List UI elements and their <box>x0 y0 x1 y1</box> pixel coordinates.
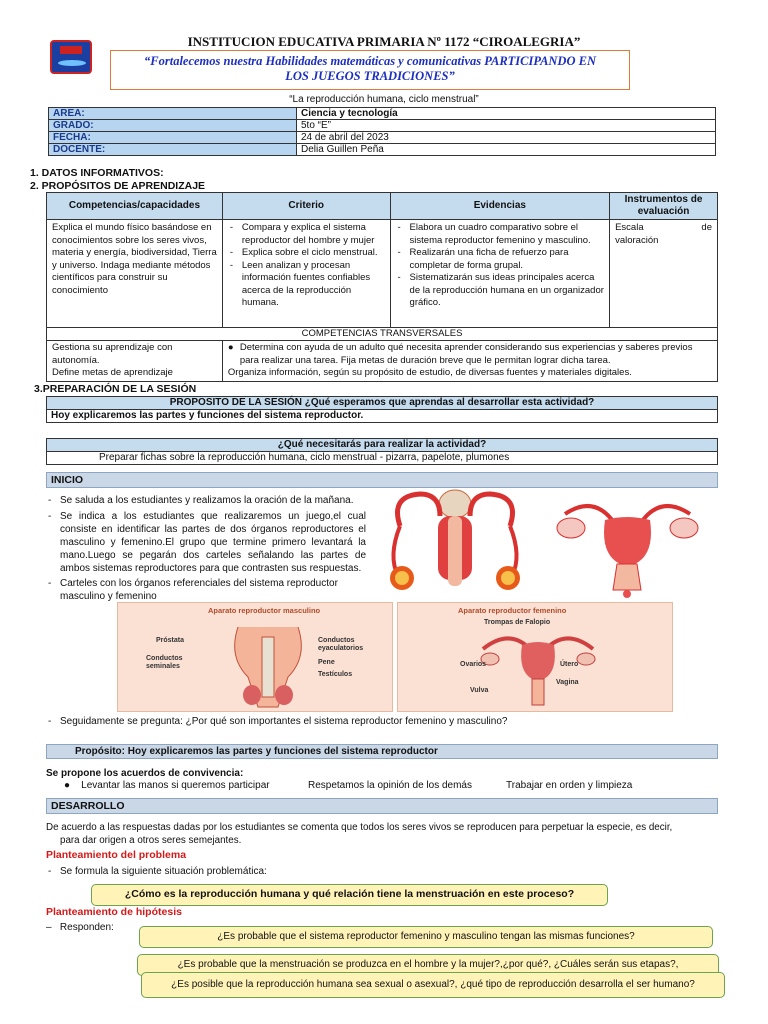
competencia-cell: Explica el mundo físico basándose en conocimientos sobre los seres vivos, materia y energía, biodiversidad, Tierra y universo. Indaga mediante métodos científicos para construir su conocimiento <box>47 220 223 328</box>
transversal-right-2: Organiza información, según su propósito de estudio, de diversas fuentes y materiales digitales. <box>227 367 632 378</box>
problema-title: Planteamiento del problema <box>46 849 187 861</box>
proposito-table <box>46 396 718 423</box>
female-diagram-title: Aparato reproductor femenino <box>458 606 567 615</box>
criterio-item: - Leen analizan y procesan información fuentes confiables acerca de la reproducción humana. <box>228 260 385 310</box>
transversal-left-2: Define metas de aprendizaje <box>52 367 173 378</box>
inicio-question-list <box>46 716 718 727</box>
male-label-conductos-eyaculatorios: Conductos eyaculatorios <box>318 637 364 652</box>
proposito-answer: Hoy explicaremos las partes y funciones del sistema reproductor. <box>47 410 718 423</box>
male-label-conductos-seminales: Conductos seminales <box>146 655 183 670</box>
female-organ-illustration <box>545 494 710 598</box>
info-value: Delia Guillen Peña <box>297 144 716 156</box>
info-label: DOCENTE: <box>49 144 297 156</box>
info-value: Ciencia y tecnología <box>297 108 716 120</box>
hipotesis-box-2: ¿Es probable que la menstruación se produzca en el hombre y la mujer?,¿por qué?, ¿Cuáles serán sus etapas?, <box>137 954 719 976</box>
info-value: 24 de abril del 2023 <box>297 132 716 144</box>
inicio-item: - Se saluda a los estudiantes y realizamos la oración de la mañana. <box>46 494 706 507</box>
transversal-title: COMPETENCIAS TRANSVERSALES <box>47 328 718 341</box>
criterio-item: - Compara y explica el sistema reproductor del hombre y mujer <box>228 222 385 247</box>
male-diagram-panel <box>117 602 393 712</box>
instrumento-text: de <box>701 222 712 233</box>
evidencia-item: - Realizarán una ficha de refuerzo para completar de forma grupal. <box>396 247 605 272</box>
info-label: GRADO: <box>49 120 297 132</box>
male-label-testiculos: Testículos <box>318 671 353 678</box>
female-label-utero: Útero <box>560 661 579 668</box>
col-header: Criterio <box>222 193 390 220</box>
acuerdos-title: Se propone los acuerdos de convivencia: <box>46 768 244 779</box>
male-diagram-title: Aparato reproductor masculino <box>208 606 321 615</box>
inicio-item: - Carteles con los órganos referenciales del sistema reproductor masculino y femenino <box>46 577 366 603</box>
acuerdo-2: Respetamos la opinión de los demás <box>308 780 472 791</box>
female-label-vagina: Vagina <box>556 679 579 686</box>
hipotesis-box-1: ¿Es probable que el sistema reproductor femenino y masculino tengan las mismas funciones? <box>139 926 713 948</box>
proposito-bar: Propósito: Hoy explicaremos las partes y funciones del sistema reproductor <box>46 744 718 759</box>
col-header: Evidencias <box>390 193 610 220</box>
info-value: 5to “E” <box>297 120 716 132</box>
transversal-right-cell: ● Determina con ayuda de un adulto qué necesita aprender considerando sus experiencias y saberes previos para realizar una tarea. Fija metas de duración breve que le permitan lograr dicha tarea. Organiza información, según su propósito de estudio, de diversas fuentes y materiales digitales. <box>222 341 717 382</box>
male-label-pene: Pene <box>318 659 335 666</box>
motto-line-2: LOS JUEGOS TRADICIONES” <box>285 69 455 83</box>
responden-label: – Responden: <box>46 922 114 933</box>
female-label-trompas: Trompas de Falopio <box>484 619 551 626</box>
inicio-list <box>46 494 366 603</box>
instrumento-cell <box>610 220 718 328</box>
purposes-table <box>46 192 718 382</box>
male-diagram-drawing <box>228 617 308 709</box>
inicio-question: - Seguidamente se pregunta: ¿Por qué son importantes el sistema reproductor femenino y masculino? <box>46 716 718 727</box>
transversal-right-1: Determina con ayuda de un adulto qué necesita aprender considerando sus experiencias y saberes previos para realizar una tarea. Fija metas de duración breve que le permitan lograr dicha tarea. <box>239 342 693 366</box>
criterio-cell <box>222 220 390 328</box>
instrumento-text: Escala <box>615 222 644 233</box>
desarrollo-text-1: De acuerdo a las respuestas dadas por los estudiantes se comenta que todos los seres vivos se reproducen para perpetuar la especie, es decir, <box>46 822 673 833</box>
need-answer: Preparar fichas sobre la reproducción humana, ciclo menstrual - pizarra, papelote, plumones <box>47 452 718 465</box>
hipotesis-box-3: ¿Es posible que la reproducción humana sea sexual o asexual?, ¿qué tipo de reproducción desarrolla el ser humano? <box>141 972 725 998</box>
inicio-item: - Se indica a los estudiantes que realizaremos un juego,el cual consiste en identificar las partes de dos órganos reproductores el masculino y femenino.El grupo que termine primero levantará la mano.Luego se pegarán dos carteles señalando las partes de ambos sistemas reproductores para que contrasten sus respuestas. <box>46 510 366 575</box>
bullet-icon: ● <box>64 780 82 791</box>
transversal-left-cell <box>47 341 223 382</box>
hipotesis-title: Planteamiento de hipótesis <box>46 906 182 918</box>
section-datos: 1. DATOS INFORMATIVOS: <box>30 167 164 179</box>
instrumento-text: valoración <box>615 234 659 246</box>
section-preparacion: 3.PREPARACIÓN DE LA SESIÓN <box>34 383 197 395</box>
female-diagram-panel <box>397 602 673 712</box>
female-diagram-drawing <box>478 629 598 709</box>
proposito-question: PROPOSITO DE LA SESIÓN ¿Qué esperamos que aprendas al desarrollar esta actividad? <box>47 397 718 410</box>
motto-box <box>110 50 630 90</box>
acuerdo-1 <box>64 780 270 791</box>
evidencias-cell <box>390 220 610 328</box>
school-name: INSTITUCION EDUCATIVA PRIMARIA Nº 1172 “CIROALEGRIA” <box>187 34 581 49</box>
criterio-item: - Explica sobre el ciclo menstrual. <box>228 247 385 260</box>
male-organ-illustration <box>380 486 530 590</box>
need-question: ¿Qué necesitarás para realizar la actividad? <box>47 439 718 452</box>
need-table <box>46 438 718 465</box>
problema-question-box: ¿Cómo es la reproducción humana y qué relación tiene la menstruación en este proceso? <box>91 884 608 906</box>
transversal-left: Gestiona su aprendizaje con autonomía. <box>52 342 173 366</box>
info-label: AREA: <box>49 108 297 120</box>
desarrollo-text-2: para dar origen a otros seres semejantes. <box>60 835 242 846</box>
col-header: Competencias/capacidades <box>47 193 223 220</box>
inicio-title: INICIO <box>46 472 718 488</box>
motto-line-1: “Fortalecemos nuestra Habilidades matemáticas y comunicativas PARTICIPANDO EN <box>144 54 596 68</box>
session-title: “La reproducción humana, ciclo menstrual” <box>289 94 479 105</box>
section-propositos: 2. PROPÓSITOS DE APRENDIZAJE <box>30 180 206 192</box>
acuerdo-text: Levantar las manos si queremos participar <box>81 780 270 791</box>
female-label-ovarios: Ovarios <box>460 661 487 668</box>
male-label-prostata: Próstata <box>156 637 185 644</box>
evidencia-item: - Elabora un cuadro comparativo sobre el sistema reproductor femenino y masculino. <box>396 222 605 247</box>
female-label-vulva: Vulva <box>470 687 489 694</box>
desarrollo-title: DESARROLLO <box>46 798 718 814</box>
problema-intro: - Se formula la siguiente situación problemática: <box>46 866 267 877</box>
acuerdo-3: Trabajar en orden y limpieza <box>506 780 633 791</box>
info-table <box>48 107 716 156</box>
responden-text: Responden: <box>59 922 114 933</box>
problema-intro-list <box>46 866 267 877</box>
evidencia-item: - Sistematizarán sus ideas principales acerca de la reproducción humana en un organizador gráfico. <box>396 272 605 310</box>
col-header: Instrumentos de evaluación <box>610 193 718 220</box>
info-label: FECHA: <box>49 132 297 144</box>
